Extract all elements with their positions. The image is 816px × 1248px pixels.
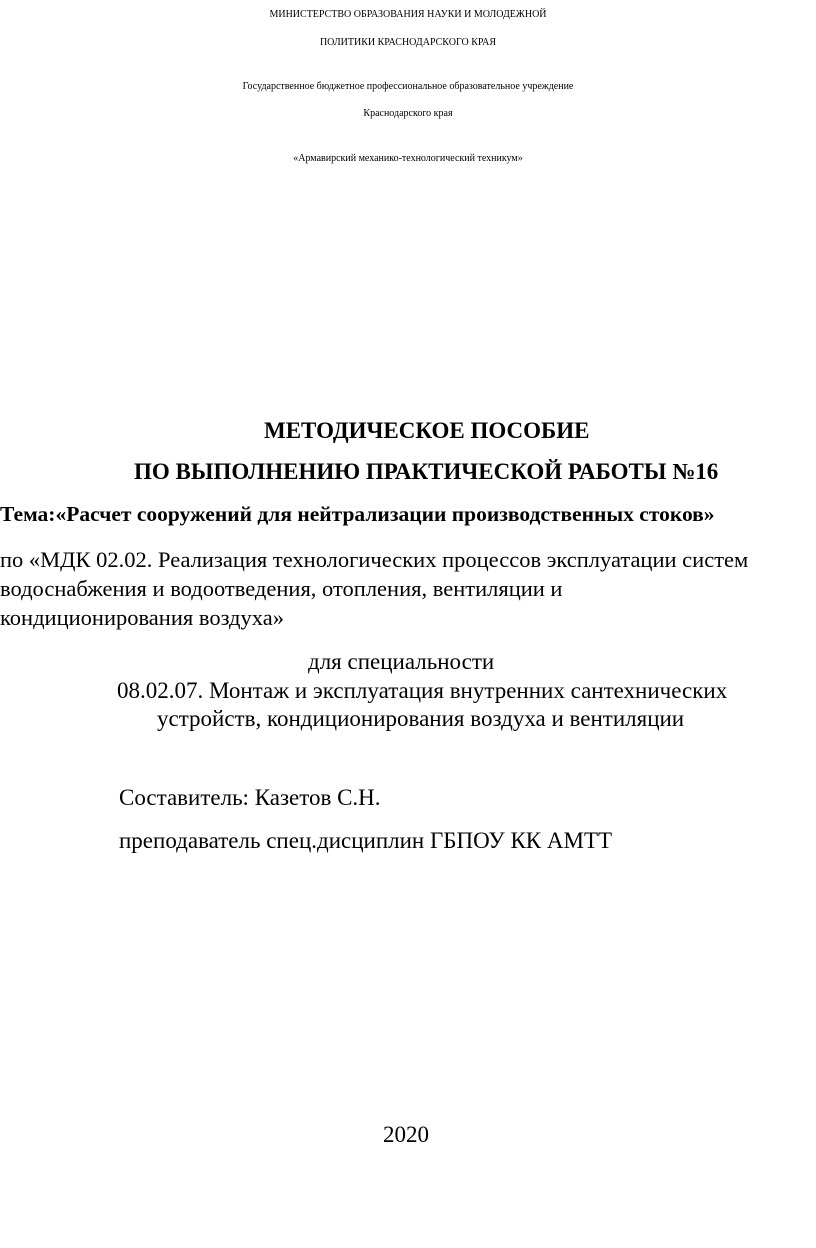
institution-line-2: Краснодарского края — [363, 108, 453, 119]
title-line-2: ПО ВЫПОЛНЕНИЮ ПРАКТИЧЕСКОЙ РАБОТЫ №16 — [134, 459, 719, 484]
college-name: «Армавирский механико-технологический техникум» — [293, 153, 523, 164]
specialty-line-1: 08.02.07. Монтаж и эксплуатация внутренних сантехнических — [117, 678, 728, 703]
year: 2020 — [383, 1122, 429, 1147]
institution-line-1: Государственное бюджетное профессиональное образовательное учреждение — [242, 81, 574, 92]
course-line-1: по «МДК 02.02. Реализация технологических процессов эксплуатации систем — [0, 547, 749, 572]
course-line-2: водоснабжения и водоотведения, отопления, вентиляции и — [0, 576, 563, 601]
compiler-line: Составитель: Казетов С.Н. — [119, 785, 381, 810]
topic-line: Тема:«Расчет сооружений для нейтрализации производственных стоков» — [0, 502, 715, 526]
ministry-line-1: МИНИСТЕРСТВО ОБРАЗОВАНИЯ НАУКИ И МОЛОДЕЖНОЙ — [269, 9, 547, 20]
specialty-line-2: устройств, кондиционирования воздуха и вентиляции — [157, 706, 685, 731]
course-line-3: кондиционирования воздуха» — [0, 605, 284, 630]
title-line-1: МЕТОДИЧЕСКОЕ ПОСОБИЕ — [264, 418, 590, 443]
specialty-label: для специальности — [308, 649, 495, 674]
position-line: преподаватель спец.дисциплин ГБПОУ КК АМТТ — [119, 828, 613, 853]
ministry-line-2: ПОЛИТИКИ КРАСНОДАРСКОГО КРАЯ — [319, 37, 497, 48]
